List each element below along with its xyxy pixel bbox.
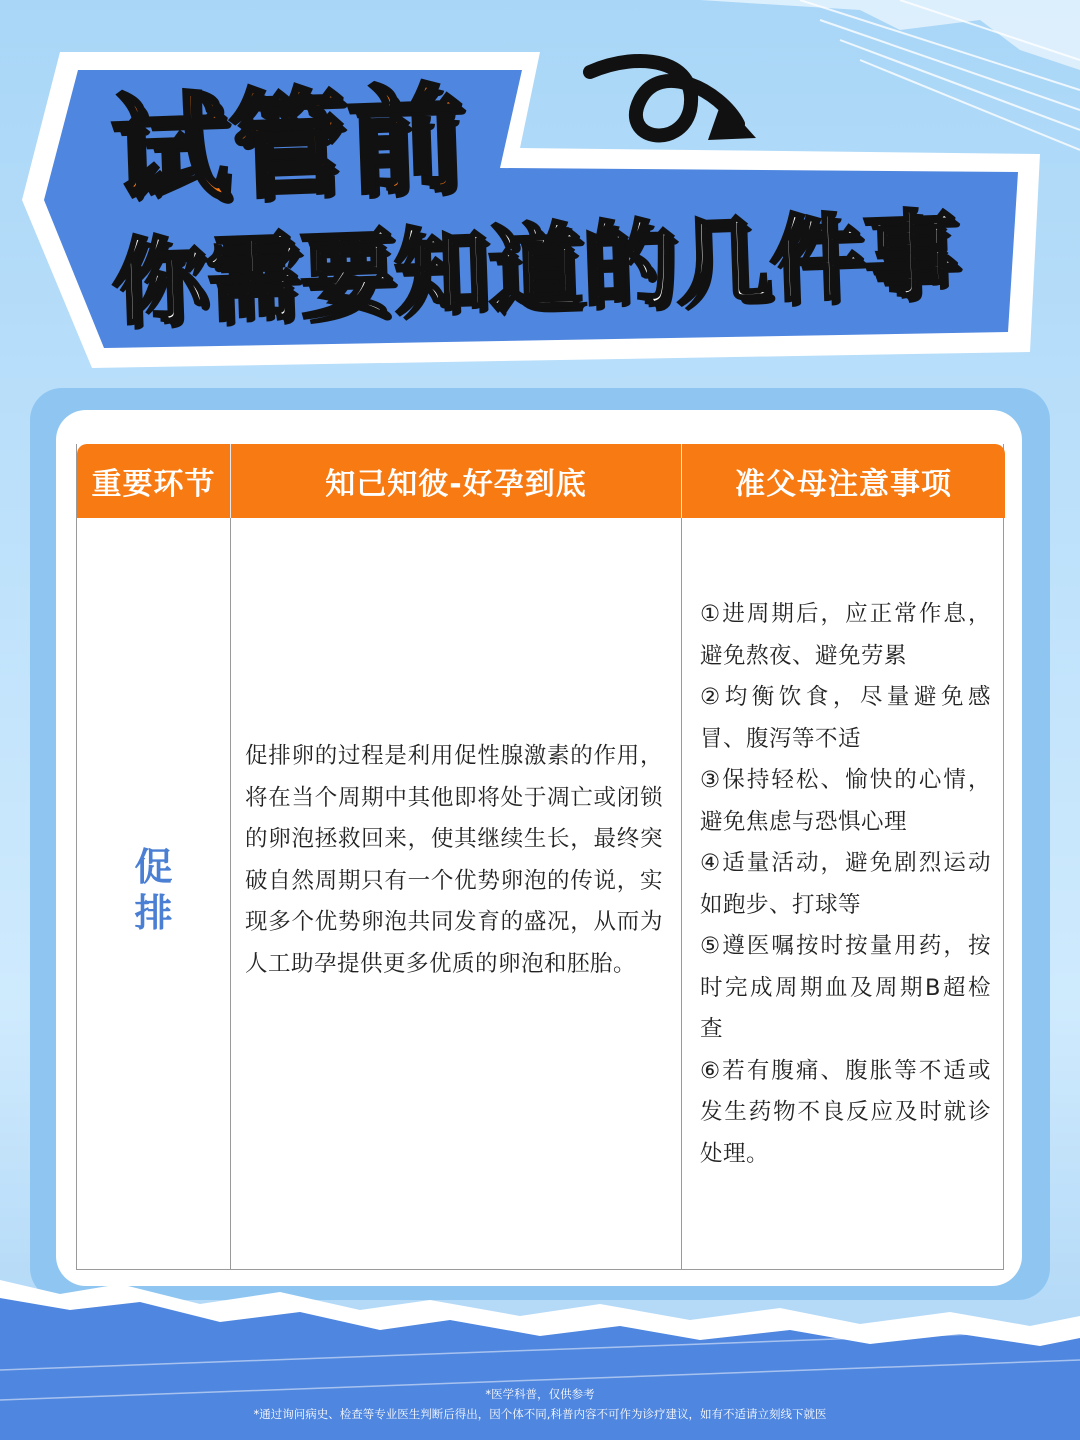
- footer-disclaimer: [0, 1384, 1080, 1424]
- header-stage: 重要环节: [77, 444, 231, 518]
- cell-description: [231, 518, 682, 1270]
- footer-line-1: *医学科普，仅供参考: [485, 1387, 595, 1401]
- stage-label: [77, 844, 230, 936]
- note-item: ⑥若有腹痛、腹胀等不适或发生药物不良反应及时就诊处理。: [700, 1057, 991, 1167]
- description-text: 促排卵的过程是利用促性腺激素的作用，将在当个周期中其他即将处于凋亡或闭锁的卵泡拯救回来，使其继续生长，最终突破自然周期只有一个优势卵泡的传说，实现多个优势卵泡共同发育的盛况，从而为人工助孕提供更多优质的卵泡和胚胎。: [245, 743, 663, 977]
- title-banner: [0, 0, 1080, 400]
- cell-stage: [77, 518, 231, 1270]
- cell-notes: [682, 518, 1005, 1270]
- note-item: ③保持轻松、愉快的心情，避免焦虑与恐惧心理: [700, 767, 991, 835]
- page-subtitle: 你需要知道的几件事: [110, 200, 960, 339]
- note-item: ①进周期后，应正常作息，避免熬夜、避免劳累: [700, 601, 991, 669]
- footer-line-2: *通过询问病史、检查等专业医生判断后得出，因个体不同,科普内容不可作为诊疗建议，如有不适请立刻线下就医: [253, 1407, 827, 1421]
- info-table: [76, 444, 1004, 1270]
- header-knowledge: 知己知彼-好孕到底: [231, 444, 682, 518]
- note-item: ⑤遵医嘱按时按量用药，按时完成周期血及周期B超检查: [700, 933, 991, 1042]
- table-header: [77, 444, 1005, 518]
- notes-list: [700, 594, 991, 1175]
- stage-char-2: 排: [134, 891, 173, 935]
- note-item: ②均衡饮食，尽量避免感冒、腹泻等不适: [700, 684, 991, 752]
- header-notes: 准父母注意事项: [735, 467, 952, 502]
- table-row: [77, 518, 1005, 1270]
- page-title: 试管前: [109, 71, 469, 220]
- stage-char-1: 促: [134, 845, 173, 889]
- note-item: ④适量活动，避免剧烈运动如跑步、打球等: [700, 850, 991, 918]
